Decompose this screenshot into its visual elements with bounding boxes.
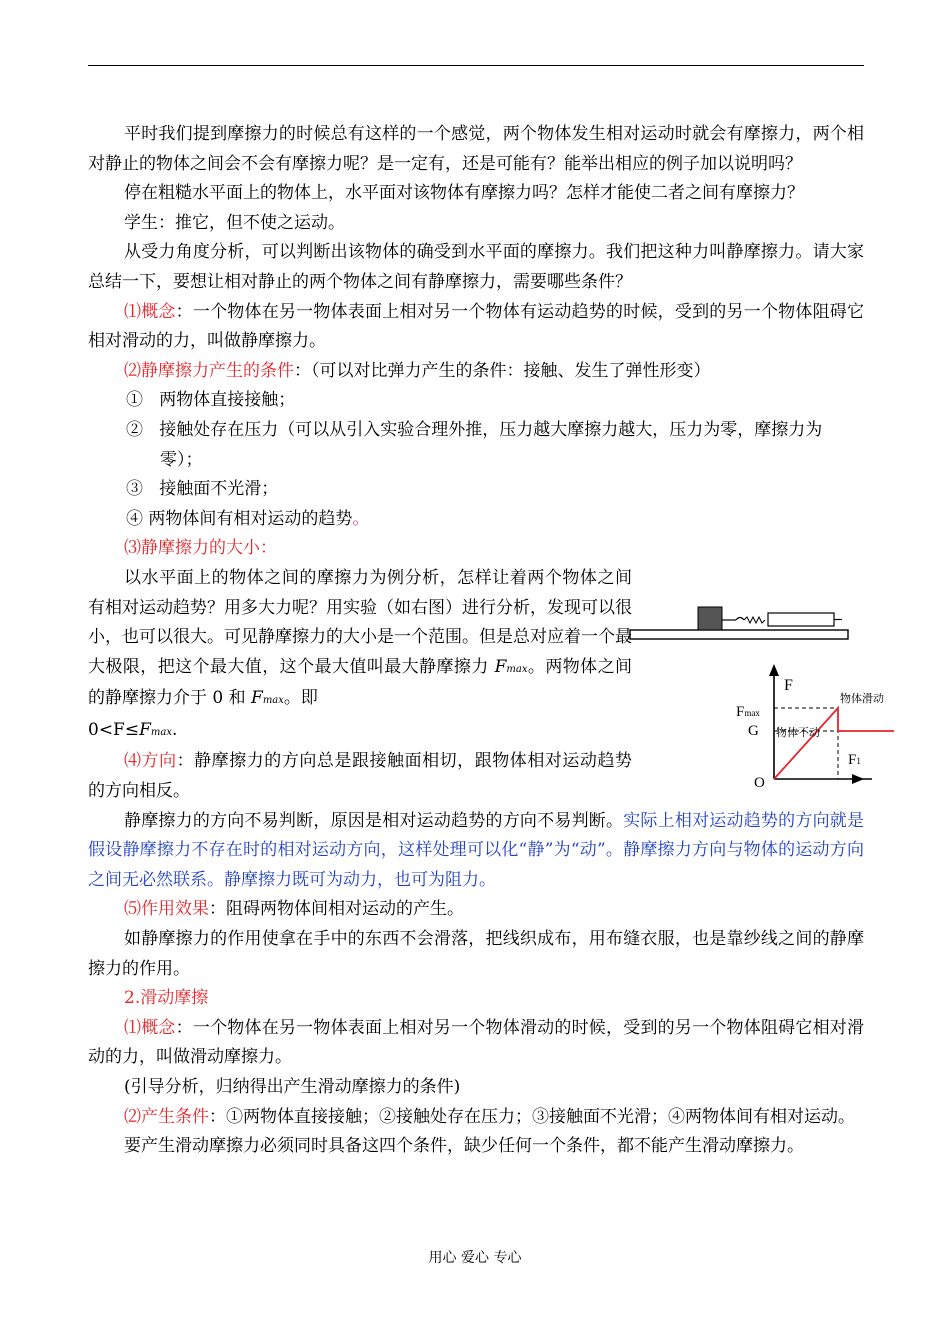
static-size-text	[88, 564, 632, 748]
static-conditions-label: ⑵静摩擦力产生的条件	[124, 360, 294, 381]
document-body	[88, 120, 884, 1162]
condition-item	[88, 416, 864, 475]
spring-icon	[744, 617, 765, 623]
condition-text: 接触面不光滑；	[159, 479, 279, 500]
condition-4-end: 。	[352, 508, 370, 529]
x-axis-label-sub: 1	[856, 756, 861, 766]
fmax-symbol	[139, 720, 172, 740]
f-symbol: F	[251, 688, 263, 709]
static-effect-text: ：阻碍两物体间相对运动的产生。	[209, 899, 464, 920]
static-size-heading	[88, 534, 864, 564]
f-symbol: F	[139, 719, 151, 740]
fmax-label-f: F	[736, 704, 745, 720]
condition-text: 接触处存在压力（可以从引入实验合理外推，压力越大摩擦力越大，压力为零，摩擦力为零）；	[159, 419, 823, 470]
sliding-concept-label: ⑴概念	[124, 1017, 176, 1038]
experiment-figure	[628, 604, 884, 794]
direction-note-blue: 实际上相对运动趋势的方向就是假设静摩擦力不存在时的相对运动方向，这样处理可以化“静”为“动”。静摩擦力方向与物体的运动方向之间无必然联系。静摩擦力既可为动力，也可为阻力。	[88, 810, 865, 890]
direction-note-black: 静摩擦力的方向不易判断，原因是相对运动趋势的方向不易判断。	[124, 810, 624, 831]
analysis-paragraph: 从受力角度分析，可以判断出该物体的确受到水平面的摩擦力。我们把这种力叫静摩擦力。请大家总结一下，要想让相对静止的两个物体之间有静摩擦力，需要哪些条件？	[88, 242, 864, 292]
sliding-heading	[88, 984, 864, 1014]
sliding-annotation: 物体滑动	[840, 692, 884, 705]
friction-graph	[628, 604, 884, 794]
max-sub: max	[262, 695, 284, 707]
size-text-c: 。即	[283, 688, 318, 709]
max-sub: max	[150, 726, 172, 738]
friction-curve	[774, 708, 894, 779]
static-concept-label: ⑴概念	[124, 301, 176, 322]
sliding-summary: 要产生滑动摩擦力必须同时具备这四个条件，缺少任何一个条件，都不能产生滑动摩擦力。	[124, 1136, 804, 1157]
static-direction-label: ⑷方向	[124, 751, 177, 772]
fmax-symbol	[251, 688, 284, 708]
static-effect-label: ⑸作用效果	[124, 899, 209, 920]
static-direction-text: ：静摩擦力的方向总是跟接触面相切，跟物体相对运动趋势的方向相反。	[88, 751, 633, 802]
sliding-guide: (引导分析，归纳得出产生滑动摩擦力的条件)	[124, 1077, 461, 1097]
intro-paragraph: 平时我们提到摩擦力的时候总有这样的一个感觉，两个物体发生相对运动时就会有摩擦力，两个相对静止的物体之间会不会有摩擦力呢？是一定有，还是可能有？能举出相应的例子加以说明吗？	[88, 124, 864, 174]
condition-4-text: ④ 两物体间有相对运动的趋势	[126, 508, 353, 529]
header-rule	[88, 65, 864, 66]
size-text-column	[88, 564, 632, 807]
x-axis-arrow	[852, 774, 864, 784]
static-annotation: 物体不动	[776, 726, 820, 739]
student-answer: 学生：推它，但不使之运动。	[124, 212, 345, 233]
sliding-conditions-text: ：①两物体直接接触；②接触处存在压力；③接触面不光滑；④两物体间有相对运动。	[209, 1106, 855, 1127]
static-direction	[88, 747, 632, 806]
static-effect-example: 如静摩擦力的作用使拿在手中的东西不会滑落，把线织成布，用布缝衣服，也是靠纱线之间的静摩擦力的作用。	[88, 929, 864, 979]
condition-num: ①	[126, 390, 143, 411]
period: .	[172, 719, 178, 740]
max-sub: max	[506, 663, 528, 675]
static-concept	[88, 298, 864, 357]
g-label: G	[748, 723, 759, 739]
static-concept-text: ：一个物体在另一物体表面上相对另一个物体有运动趋势的时候，受到的另一个物体阻碍它相对滑动的力，叫做静摩擦力。	[88, 301, 865, 352]
condition-item	[88, 386, 864, 416]
direction-note	[88, 807, 864, 896]
question-paragraph: 停在粗糙水平面上的物体上，水平面对该物体有摩擦力吗？怎样才能使二者之间有摩擦力？	[124, 183, 804, 204]
condition-num: ②	[126, 419, 143, 440]
size-text-b: 。两物体之间的静摩擦力介于 0 和	[88, 656, 633, 709]
condition-item	[88, 475, 864, 505]
x-axis-label	[848, 752, 861, 768]
sliding-concept	[88, 1014, 864, 1073]
static-conditions-heading	[88, 357, 864, 387]
static-effect	[88, 895, 864, 925]
sliding-concept-text: ：一个物体在另一物体表面上相对另一个物体滑动的时候，受到的另一个物体阻碍它相对滑动的力，叫做滑动摩擦力。	[88, 1017, 865, 1068]
condition-num: ③	[126, 479, 143, 500]
y-axis-label: F	[784, 677, 793, 694]
x-axis-label-f: F	[848, 752, 857, 768]
sliding-conditions	[88, 1103, 864, 1133]
static-conditions-note: ：（可以对比弹力产生的条件：接触、发生了弹性形变）	[294, 360, 711, 381]
condition-text: 两物体直接接触；	[159, 390, 296, 411]
static-size-label: ⑶静摩擦力的大小：	[124, 538, 277, 559]
hook-icon	[736, 618, 744, 621]
condition-item-4	[88, 505, 864, 535]
origin-label: O	[754, 775, 765, 791]
fmax-symbol	[495, 657, 528, 677]
spring-scale	[768, 613, 834, 626]
fmax-label-sub: max	[744, 708, 760, 718]
sliding-heading-text: 2.滑动摩擦	[124, 988, 209, 1009]
page-footer: 用心 爱心 专心	[428, 1250, 522, 1266]
fmax-label	[736, 704, 760, 720]
size-text-a: 以水平面上的物体之间的摩擦力为例分析，怎样让着两个物体之间有相对运动趋势？用多大力呢？用实验（如右图）进行分析，发现可以很小，也可以很大。可见静摩擦力的大小是一个范围。但是总对应着一个最大极限，把这个最大值，这个最大值叫最大静摩擦力	[88, 567, 632, 677]
size-inequality: 0<F≤	[88, 719, 140, 740]
y-axis-arrow	[769, 664, 779, 676]
f-symbol: F	[494, 656, 507, 677]
table-surface	[630, 630, 848, 639]
sliding-conditions-label: ⑵产生条件	[124, 1106, 209, 1127]
block	[698, 607, 722, 630]
